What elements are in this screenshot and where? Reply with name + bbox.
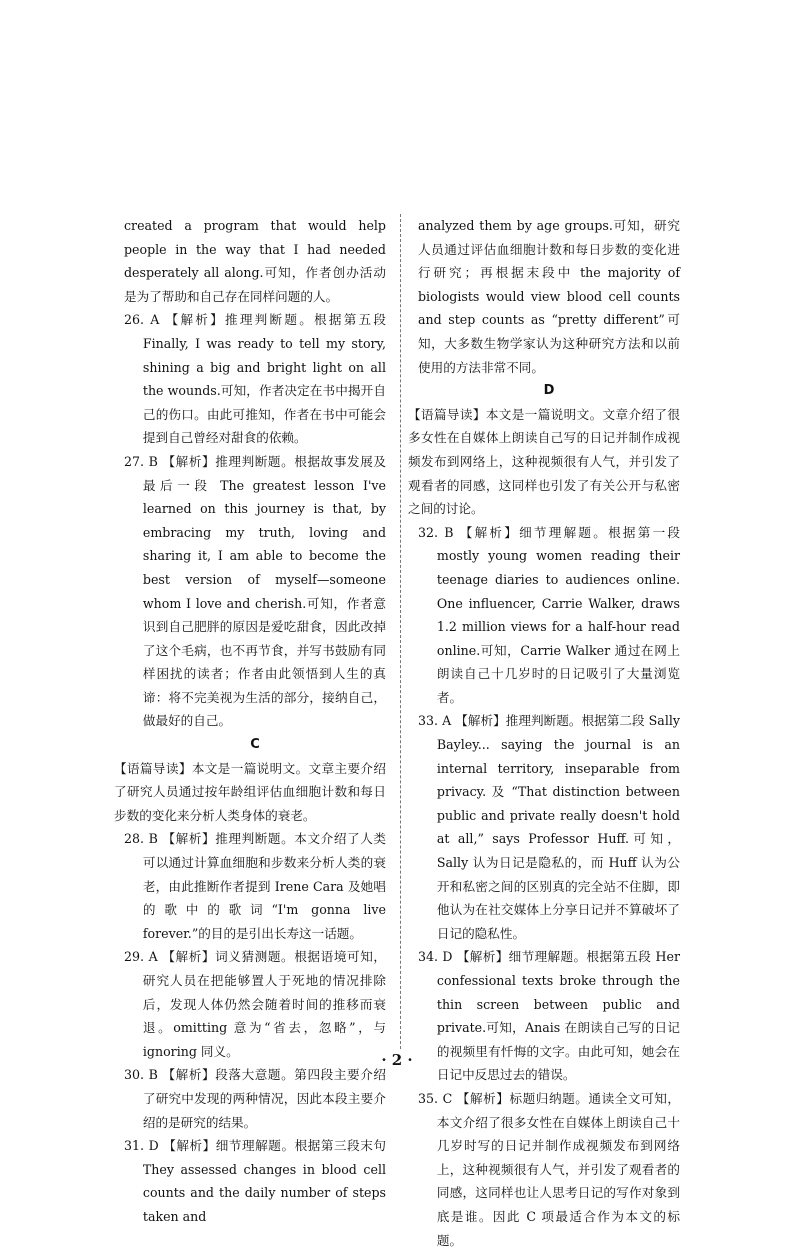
answer-26: 26. A 【解析】推理判断题。根据第五段 Finally, I was ready to tell my story, shining a big and bright light on all the wounds.可知，作者决定在书中揭开自己的伤口。由此可推知，作者在书中可能会提到自己曾经对甜食的依赖。 [124, 312, 386, 446]
passage-guide-d: 【语篇导读】本文是一篇说明文。文章介绍了很多女性在自媒体上朗读自己写的日记并制作成视频发布到网络上，这种视频很有人气，并引发了观看者的同感，这同样也引发了有关公开与私密之间的讨论。 [408, 406, 680, 517]
answer-33: 33. A 【解析】推理判断题。根据第二段 Sally Bayley... saying the journal is an internal territory, inseparable from privacy. 及 “That distinction between public and private really doesn't hold at all,” says Professor Huff.可知，Sally 认为日记是隐私的，而 Huff 认为公开和私密之间的区别真的完全站不住脚，即他认为在社交媒体上分享日记并不算破坏了日记的隐私性。 [418, 713, 680, 941]
column-divider [400, 214, 401, 1049]
answer-27: 27. B 【解析】推理判断题。根据故事发展及最后一段 The greatest lesson I've learned on this journey is that, by embracing my truth, loving and sharing it, I am able to become the best version of myself—someone whom I love and cherish.可知，作者意识到自己肥胖的原因是爱吃甜食，因此改掉了这个毛病，也不再节食，并写书鼓励有同样困扰的读者；作者由此领悟到人生的真谛：将不完美视为生活的部分，接纳自己，做最好的自己。 [124, 453, 386, 729]
answer-29: 29. A 【解析】词义猜测题。根据语境可知，研究人员在把能够置人于死地的情况排除后，发现人体仍然会随着时间的推移而衰退。omitting 意为“省去，忽略”，与 ignoring 同义。 [124, 949, 386, 1059]
section-heading-c: C [250, 737, 260, 753]
answer-32: 32. B 【解析】细节理解题。根据第一段 mostly young women reading their teenage diaries to audiences online. One influencer, Carrie Walker, draws 1.2 million views for a half-hour read online.可知，Carrie Walker 通过在网上朗读自己十几岁时的日记吸引了大量浏览者。 [418, 524, 680, 705]
page-number: · 2 · [381, 1051, 413, 1069]
answer-continuation: created a program that would help people in the way that I had needed desperately all along.可知，作者创办活动是为了帮助和自己存在同样问题的人。 [124, 218, 386, 304]
section-heading-d: D [543, 383, 555, 399]
passage-guide-c: 【语篇导读】本文是一篇说明文。文章主要介绍了研究人员通过按年龄组评估血细胞计数和每日步数的变化来分析人类身体的衰老。 [114, 760, 386, 823]
answer-31-continuation: analyzed them by age groups.可知，研究人员通过评估血细胞计数和每日步数的变化进行研究；再根据末段中 the majority of biologists would view blood cell counts and step counts as “pretty different”可知，大多数生物学家认为这种研究方法和以前使用的方法非常不同。 [418, 218, 680, 375]
answer-34: 34. D 【解析】细节理解题。根据第五段 Her confessional texts broke through the thin screen between public and private.可知，Anais 在朗读自己写的日记的视频里有忏悔的文字。由此可知，她会在日记中反思过去的错误。 [418, 949, 680, 1083]
left-column [114, 214, 386, 1229]
right-column [408, 214, 680, 1252]
answer-28: 28. B 【解析】推理判断题。本文介绍了人类可以通过计算血细胞和步数来分析人类的衰老，由此推断作者提到 Irene Cara 及她唱的歌中的歌词“I'm gonna live forever.”的目的是引出长寿这一话题。 [124, 831, 386, 941]
answer-31: 31. D 【解析】细节理解题。根据第三段末句 They assessed changes in blood cell counts and the daily number of steps taken and [124, 1138, 386, 1224]
answer-35: 35. C 【解析】标题归纳题。通读全文可知，本文介绍了很多女性在自媒体上朗读自己十几岁时写的日记并制作成视频发布到网络上，这种视频很有人气，并引发了观看者的同感，这同样也让人思考日记的写作对象到底是谁。因此 C 项最适合作为本文的标题。 [418, 1090, 680, 1248]
answer-30: 30. B 【解析】段落大意题。第四段主要介绍了研究中发现的两种情况，因此本段主要介绍的是研究的结果。 [124, 1067, 386, 1130]
